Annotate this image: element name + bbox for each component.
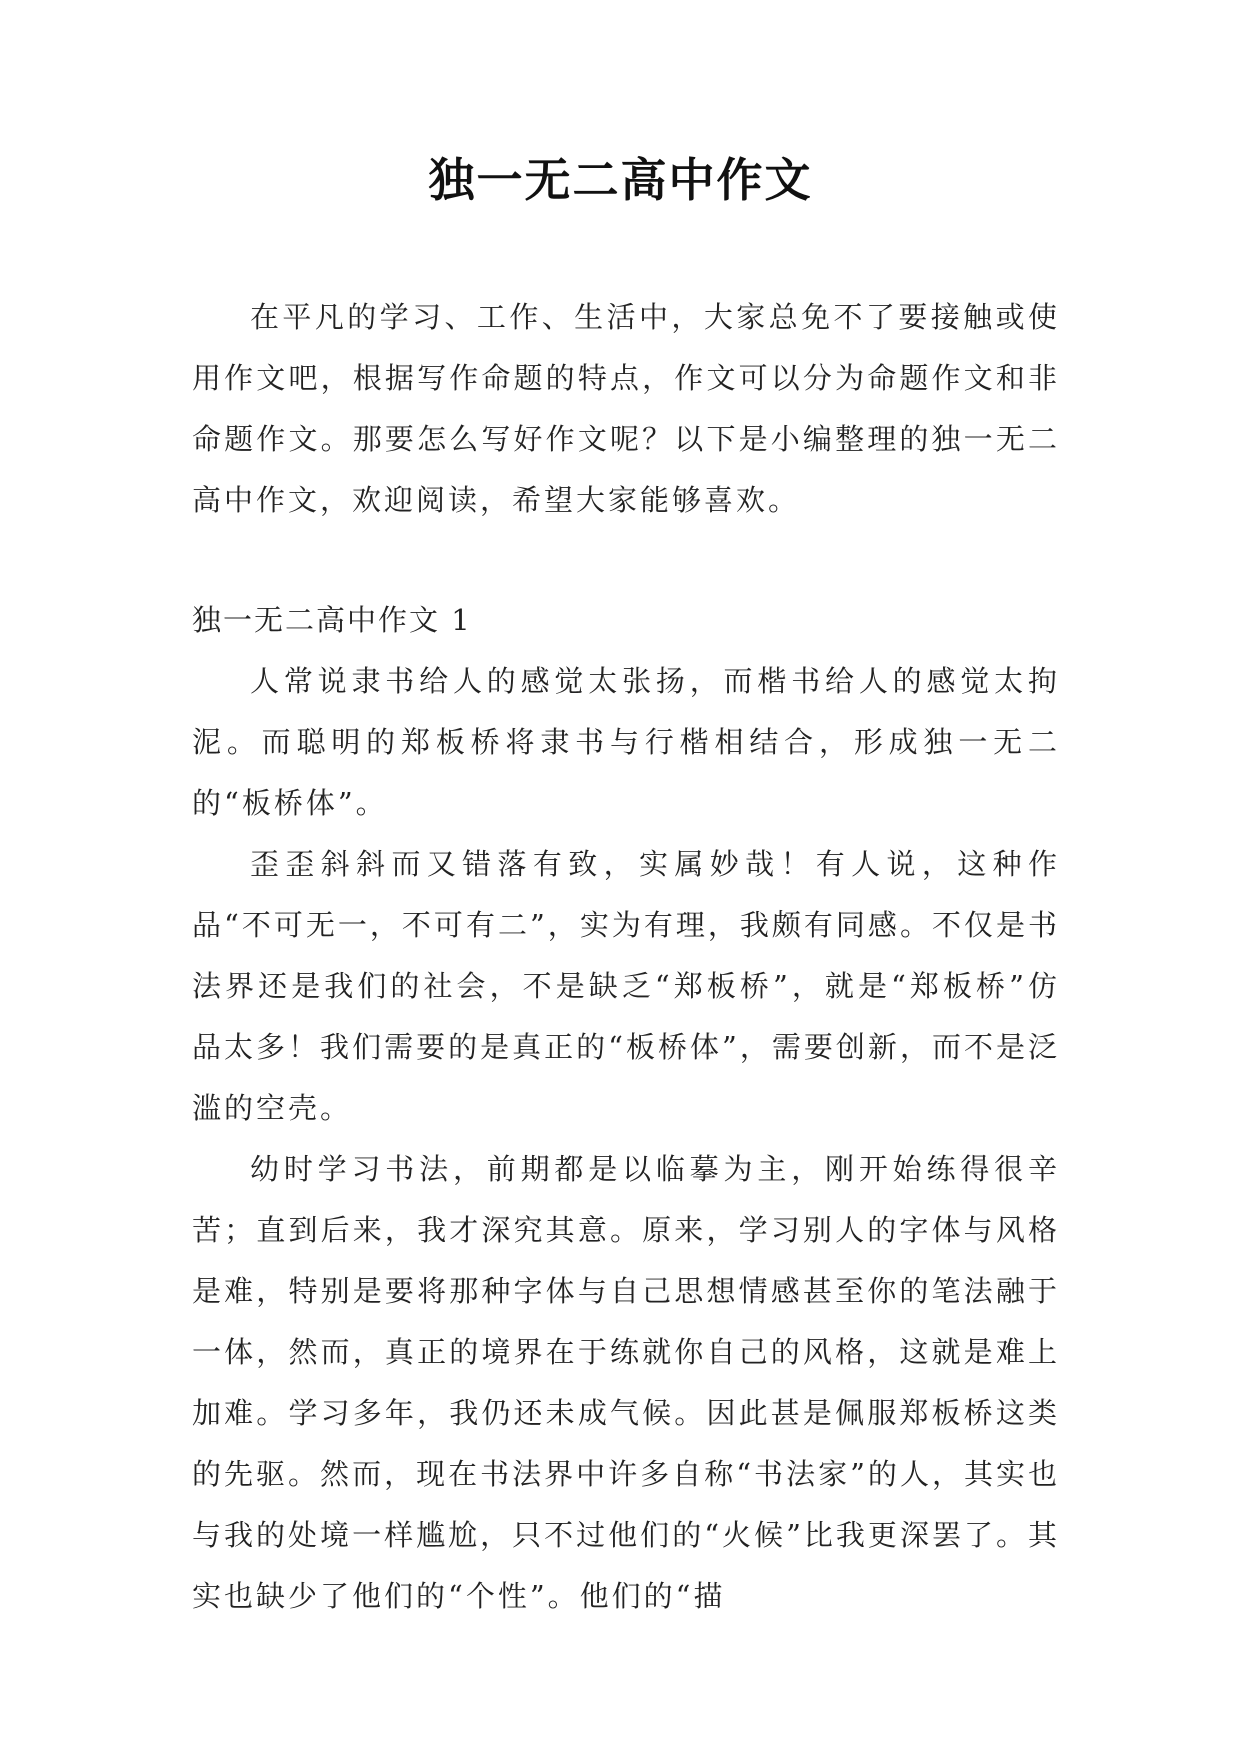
intro-paragraph: 在平凡的学习、工作、生活中，大家总免不了要接触或使用作文吧，根据写作命题的特点，作文可以分为命题作文和非命题作文。那要怎么写好作文呢？以下是小编整理的独一无二高中作文，欢迎阅读，希望大家能够喜欢。	[192, 300, 1060, 517]
document-body	[192, 287, 1060, 1627]
body-paragraph: 幼时学习书法，前期都是以临摹为主，刚开始练得很辛苦；直到后来，我才深究其意。原来，学习别人的字体与风格是难，特别是要将那种字体与自己思想情感甚至你的笔法融于一体，然而，真正的境界在于练就你自己的风格，这就是难上加难。学习多年，我仍还未成气候。因此甚是佩服郑板桥这类的先驱。然而，现在书法界中许多自称“书法家”的人，其实也与我的处境一样尴尬，只不过他们的“火候”比我更深罢了。其实也缺少了他们的“个性”。他们的“描	[192, 1152, 1060, 1613]
body-paragraph: 人常说隶书给人的感觉太张扬，而楷书给人的感觉太拘泥。而聪明的郑板桥将隶书与行楷相结合，形成独一无二的“板桥体”。	[192, 664, 1060, 820]
body-paragraph: 歪歪斜斜而又错落有致，实属妙哉！有人说，这种作品“不可无一，不可有二”，实为有理，我颇有同感。不仅是书法界还是我们的社会，不是缺乏“郑板桥”，就是“郑板桥”仿品太多！我们需要的是真正的“板桥体”，需要创新，而不是泛滥的空壳。	[192, 847, 1060, 1125]
section-heading: 独一无二高中作文 1	[192, 603, 472, 637]
document-title: 独一无二高中作文	[428, 153, 813, 207]
